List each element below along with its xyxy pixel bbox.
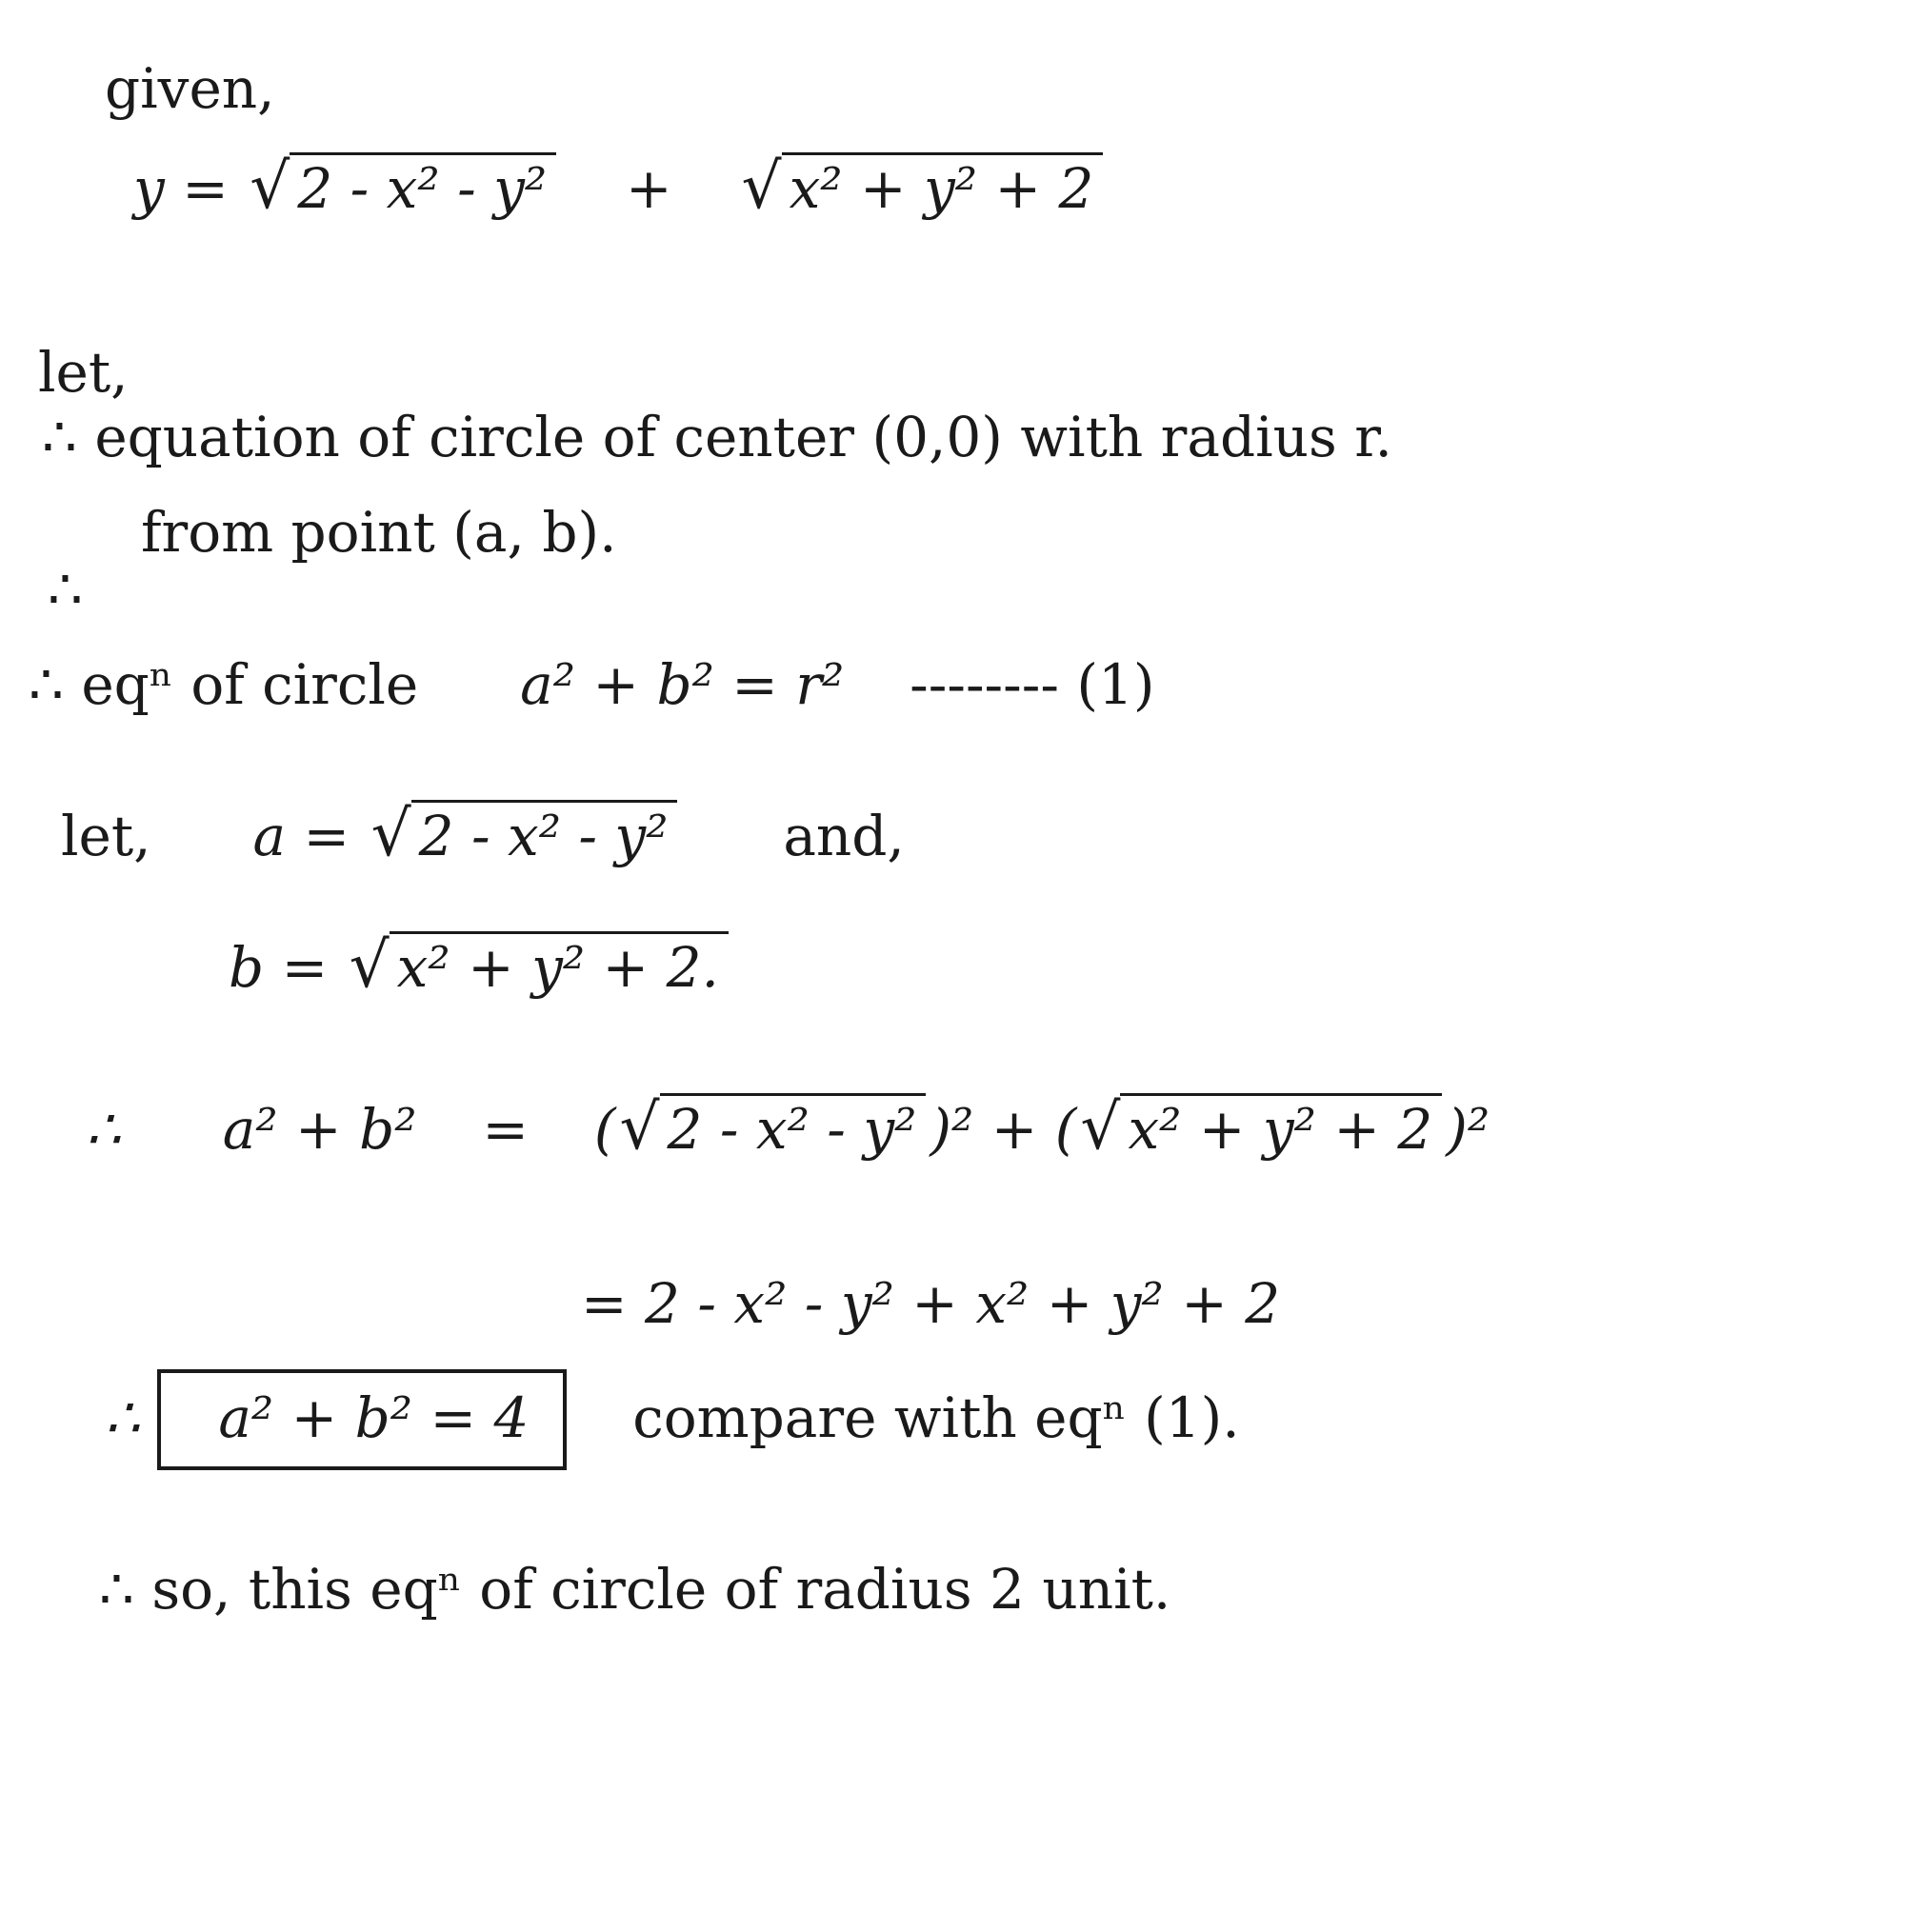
given-lhs: y =	[133, 156, 229, 221]
let-a-sqrt: √ 2 - x² - y²	[371, 800, 678, 866]
given-label: given,	[105, 56, 275, 121]
result-box	[157, 1369, 567, 1470]
let-b-radicand: x² + y² + 2.	[390, 931, 729, 995]
let-b-lhs: b =	[229, 935, 329, 1000]
sum-plus: +	[990, 1097, 1038, 1162]
given-sqrt-1: √ 2 - x² - y²	[250, 152, 556, 218]
given-equation	[133, 149, 1107, 223]
let-a-radicand: 2 - x² - y²	[411, 800, 678, 864]
eqn-circle-dashes: --------	[910, 652, 1059, 717]
therefore-dots: ∴	[48, 557, 83, 622]
eqn-circle-tag: (1)	[1076, 652, 1155, 717]
conclusion: ∴ so, this eqⁿ of circle of radius 2 unit.	[99, 1557, 1171, 1622]
sum-eq: =	[482, 1097, 529, 1162]
given-plus: +	[626, 156, 672, 221]
given-sqrt-1-radicand: 2 - x² - y²	[290, 152, 556, 216]
let-a-label: let,	[61, 804, 151, 868]
let-b-sqrt: √ x² + y² + 2.	[350, 931, 729, 997]
circle-statement: ∴ equation of circle of center (0,0) with radius r.	[42, 405, 1392, 469]
let-b-line	[229, 928, 732, 1002]
eqn-circle-equation: a² + b² = r²	[520, 652, 845, 717]
expand-line: = 2 - x² - y² + x² + y² + 2	[581, 1271, 1281, 1336]
let-a-line	[61, 797, 905, 870]
given-sqrt-2-radicand: x² + y² + 2	[782, 152, 1104, 216]
let-a-lhs: a =	[252, 804, 350, 868]
sum-sqrt-2: √ x² + y² + 2	[1080, 1093, 1442, 1159]
boxed-suffix: compare with eqⁿ (1).	[632, 1385, 1240, 1450]
sum-sqrt-2-radicand: x² + y² + 2	[1120, 1093, 1442, 1157]
sum-line	[86, 1090, 1490, 1164]
eqn-circle-line	[29, 652, 1155, 717]
sum-sqrt-1-radicand: 2 - x² - y²	[660, 1093, 927, 1157]
eqn-circle-prefix: ∴ eqⁿ of circle	[29, 652, 419, 717]
sum-prefix: ∴	[86, 1097, 121, 1162]
sum-sqrt-1: √ 2 - x² - y²	[619, 1093, 926, 1159]
boxed-line	[105, 1369, 1240, 1470]
sum-open-1: (	[593, 1097, 616, 1162]
from-point: from point (a, b).	[141, 500, 617, 565]
sum-lhs: a² + b²	[222, 1097, 417, 1162]
sum-close-1: )²	[930, 1097, 974, 1162]
sum-close-2: )²	[1446, 1097, 1490, 1162]
boxed-result: a² + b² = 4	[218, 1385, 530, 1450]
let-label: let,	[38, 340, 129, 405]
sum-open-2: (	[1054, 1097, 1077, 1162]
boxed-prefix: ∴	[105, 1385, 140, 1450]
let-a-suffix: and,	[783, 804, 905, 868]
given-sqrt-2: √ x² + y² + 2	[742, 152, 1104, 218]
